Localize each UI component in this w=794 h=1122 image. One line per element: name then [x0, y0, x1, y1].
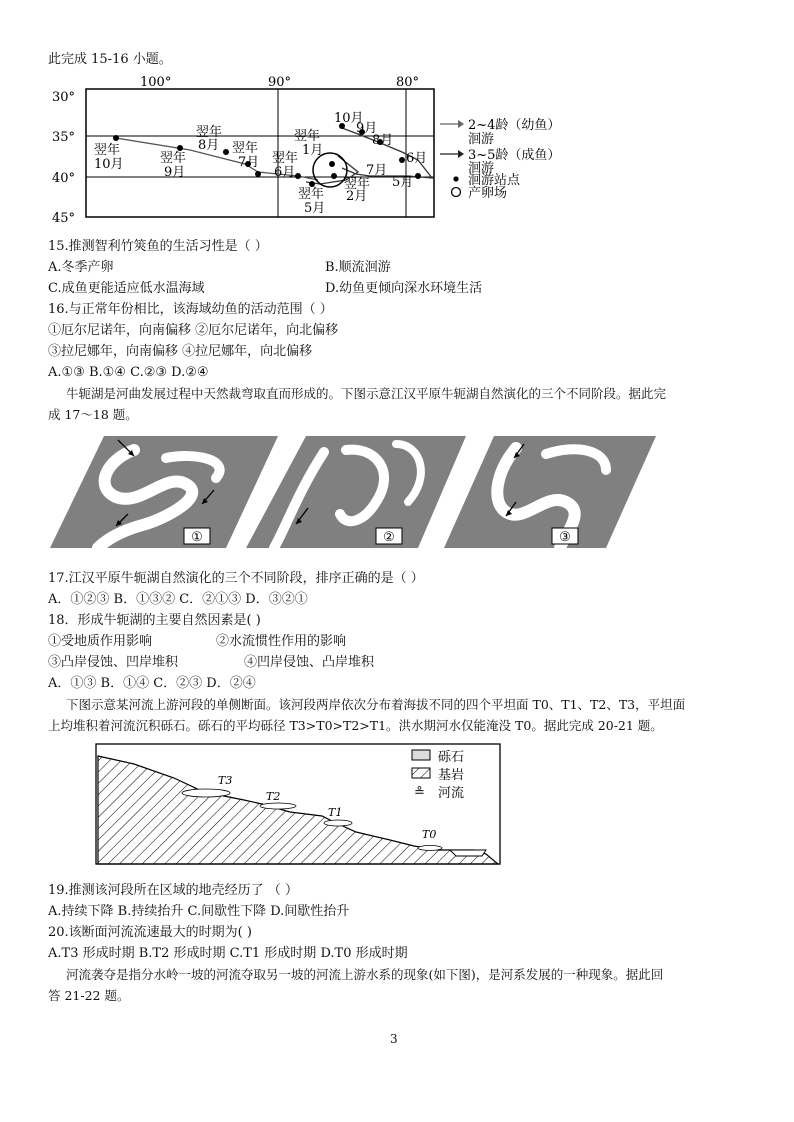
terrace-label: T2 — [266, 790, 281, 803]
q15-option-a[interactable]: A.冬季产卵 — [48, 260, 114, 275]
point-label: 翌年 — [232, 141, 259, 156]
q15-option-c[interactable]: C.成鱼更能适应低水温海域 — [48, 281, 205, 296]
legend-spawning: 产卵场 — [468, 186, 508, 201]
legend-river-symbol: ≗ — [414, 785, 425, 800]
terrace-legend — [412, 750, 464, 801]
station-dot — [415, 173, 421, 179]
q15-stem: 15.推测智利竹筴鱼的生活习性是（ ） — [48, 239, 268, 254]
river-terrace-figure — [94, 742, 504, 868]
point-label: 10月 — [94, 157, 124, 172]
q18-answers[interactable]: A．①③ B．①④ C．②③ D．②④ — [48, 676, 256, 691]
point-label: 9月 — [164, 165, 186, 180]
q19-answers[interactable]: A.持续下降 B.持续抬升 C.间歇性下降 D.间歇性抬升 — [48, 904, 350, 919]
panel-label: ② — [383, 530, 395, 545]
point-label: 5月 — [304, 201, 326, 216]
legend-bedrock: 基岩 — [438, 768, 465, 783]
fish-migration-map — [40, 72, 630, 232]
legend-station: 洄游站点 — [468, 173, 521, 188]
q18-option-3: ③凸岸侵蚀、凹岸堆积 — [48, 655, 179, 670]
point-label: 翌年 — [294, 129, 321, 144]
panel-label: ① — [191, 530, 203, 545]
station-dot — [329, 161, 335, 167]
point-label: 翌年 — [196, 125, 223, 140]
q15-option-d[interactable]: D.幼鱼更倾向深水环境生活 — [325, 281, 483, 296]
q17-stem: 17.江汉平原牛轭湖自然演化的三个不同阶段，排序正确的是（ ） — [48, 571, 424, 586]
point-label: 7月 — [366, 163, 388, 178]
q16-options-1: ①厄尔尼诺年，向南偏移 ②厄尔尼诺年，向北偏移 — [48, 323, 339, 338]
point-label: 10月 — [334, 111, 364, 126]
oxbow-lake-figure — [46, 432, 662, 552]
intro-17-line1: 牛轭湖是河曲发展过程中天然裁弯取直而形成的。下图示意江汉平原牛轭湖自然演化的三个不同阶段。据此完 — [66, 386, 667, 401]
map-legend — [440, 117, 560, 201]
q15-option-b[interactable]: B.顺流洄游 — [325, 260, 391, 275]
legend-adult-2: 洄游 — [468, 161, 495, 176]
station-dot — [113, 135, 119, 141]
lon-label: 80° — [396, 75, 420, 90]
station-dot — [295, 173, 301, 179]
point-label: 翌年 — [160, 151, 187, 166]
q20-stem: 20.该断面河流流速最大的时期为( ) — [48, 925, 252, 940]
intro-20-line2: 上均堆积着河流沉积砾石。砾石的平均砾径 T3>T0>T2>T1。洪水期河水仅能淹没 T0。据此完成 20-21 题。 — [48, 718, 663, 733]
point-labels — [94, 111, 427, 216]
point-label: 8月 — [198, 138, 220, 153]
legend-gravel: 砾石 — [438, 750, 465, 765]
intro-21-line2: 答 21-22 题。 — [48, 988, 130, 1003]
station-dot — [331, 173, 337, 179]
q17-answers[interactable]: A．①②③ B．①③② C．②①③ D．③②① — [48, 592, 308, 607]
q20-answers[interactable]: A.T3 形成时期 B.T2 形成时期 C.T1 形成时期 D.T0 形成时期 — [48, 946, 408, 961]
point-label: 1月 — [302, 143, 324, 158]
point-label: 翌年 — [272, 151, 299, 166]
q16-answers[interactable]: A.①③ B.①④ C.②③ D.②④ — [48, 365, 209, 380]
lat-label: 45° — [52, 211, 76, 226]
panel-label: ③ — [559, 530, 571, 545]
intro-17-line2: 成 17～18 题。 — [48, 407, 138, 422]
point-label: 翌年 — [344, 177, 371, 192]
point-label: 9月 — [356, 121, 378, 136]
q18-option-4: ④凹岸侵蚀、凸岸堆积 — [244, 655, 375, 670]
q18-option-1: ①受地质作用影响 — [48, 634, 153, 649]
page-number: 3 — [390, 1032, 398, 1046]
terrace-label: T3 — [218, 774, 233, 787]
q18-option-2: ②水流惯性作用的影响 — [216, 634, 347, 649]
oxbow-panel-1 — [50, 436, 278, 548]
q16-options-2: ③拉尼娜年，向南偏移 ④拉尼娜年，向北偏移 — [48, 344, 313, 359]
lon-label: 100° — [140, 75, 172, 90]
point-label: 翌年 — [298, 187, 325, 202]
point-label: 6月 — [274, 165, 296, 180]
legend-adult: 3~5龄（成鱼） — [468, 148, 561, 163]
lat-label: 30° — [52, 90, 76, 105]
station-dot — [255, 171, 261, 177]
terrace-label: T1 — [328, 806, 343, 819]
point-label: 5月 — [392, 175, 414, 190]
station-dot — [399, 157, 405, 163]
lat-label: 35° — [52, 130, 76, 145]
terrace-label: T0 — [422, 828, 437, 841]
q19-stem: 19.推测该河段所在区域的地壳经历了 （ ） — [48, 883, 298, 898]
q16-stem: 16.与正常年份相比，该海域幼鱼的活动范围（ ） — [48, 302, 333, 317]
legend-river: 河流 — [438, 786, 465, 801]
legend-juvenile: 2~4龄（幼鱼） — [468, 118, 561, 133]
lon-label: 90° — [268, 75, 292, 90]
legend-juvenile-2: 洄游 — [468, 132, 495, 147]
station-dot — [223, 149, 229, 155]
point-label: 2月 — [346, 189, 368, 204]
point-label: 6月 — [406, 151, 428, 166]
lat-label: 40° — [52, 171, 76, 186]
intro-21-line1: 河流袭夺是指分水岭一坡的河流夺取另一坡的河流上游水系的现象(如下图)，是河系发展的一种现象。据此回 — [66, 967, 664, 982]
river — [450, 850, 486, 856]
point-label: 8月 — [372, 133, 394, 148]
q18-stem: 18．形成牛轭湖的主要自然因素是( ) — [48, 613, 261, 628]
point-label: 翌年 — [94, 143, 121, 158]
point-label: 7月 — [238, 155, 260, 170]
intro-15: 此完成 15-16 小题。 — [48, 52, 172, 67]
intro-20-line1: 下图示意某河流上游河段的单侧断面。该河段两岸依次分布着海拔不同的四个平坦面 T0、T1、T2、T3，平坦面 — [66, 697, 686, 712]
